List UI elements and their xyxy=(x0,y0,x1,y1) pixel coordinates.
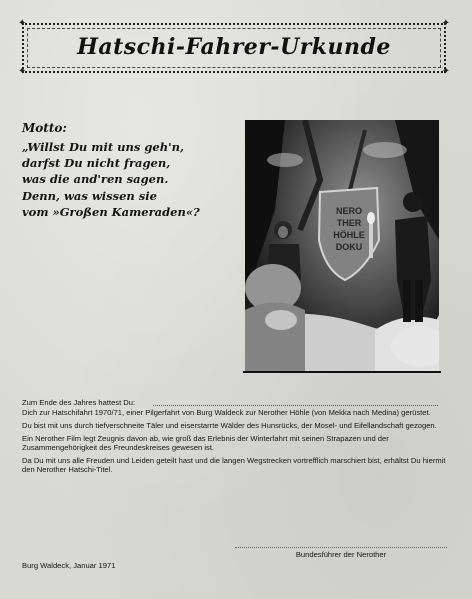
signature-label: Bundesführer der Nerother xyxy=(295,550,387,559)
sign-line: NERO xyxy=(335,206,363,216)
corner-ornament: ✦ xyxy=(441,18,450,29)
corner-ornament: ✦ xyxy=(18,66,27,77)
body-paragraph: Dich zur Hatschifahrt 1970/71, einer Pilgerfahrt von Burg Waldeck zur Nerother Höhle (von Mekka nach Medina) gerüstet. xyxy=(22,408,431,417)
corner-ornament: ✦ xyxy=(441,66,450,77)
body-paragraph: Ein Nerother Film legt Zeugnis davon ab, wie groß das Erlebnis der Winterfahrt mit seinen Strapazen und der Zusammengehörigkeit des Freundeskreises gewesen ist. xyxy=(22,434,389,452)
signature-line xyxy=(235,547,447,548)
place-date: Burg Waldeck, Januar 1971 xyxy=(22,561,116,570)
body-paragraph: Du bist mit uns durch tiefverschneite Täler und eiserstarrte Wälder des Hunsrücks, der Mosel- und Eifellandschaft gezogen. xyxy=(22,421,437,430)
motto-line: was die and'ren sagen. xyxy=(22,172,169,187)
body-paragraph: Da Du mit uns alle Freuden und Leiden geteilt hast und die langen Wegstrecken vortrefflich marschiert bist, erhältst Du hiermit den Nerother Hatschi-Titel. xyxy=(22,456,446,474)
title-frame xyxy=(18,18,450,77)
sign-line: THER xyxy=(336,218,362,228)
motto-text xyxy=(22,139,232,220)
intro-text: Zum Ende des Jahres hattest Du: xyxy=(22,398,136,407)
corner-ornament: ✦ xyxy=(18,18,27,29)
name-dotted-line xyxy=(153,405,438,406)
sign-line: HÖHLE xyxy=(333,230,365,240)
body-paragraphs xyxy=(22,408,450,478)
motto-line: Denn, was wissen sie xyxy=(22,188,157,203)
motto-heading: Motto: xyxy=(22,121,67,135)
photo-border xyxy=(243,371,441,373)
motto-line: „Willst Du mit uns geh'n, xyxy=(22,140,184,154)
certificate-title: Hatschi-Fahrer-Urkunde xyxy=(77,34,391,60)
motto-line: darfst Du nicht fragen, xyxy=(22,156,171,171)
sign-line: DOKU xyxy=(335,242,363,252)
motto-line: vom »Großen Kameraden«? xyxy=(22,204,200,219)
expedition-photo xyxy=(245,120,439,372)
